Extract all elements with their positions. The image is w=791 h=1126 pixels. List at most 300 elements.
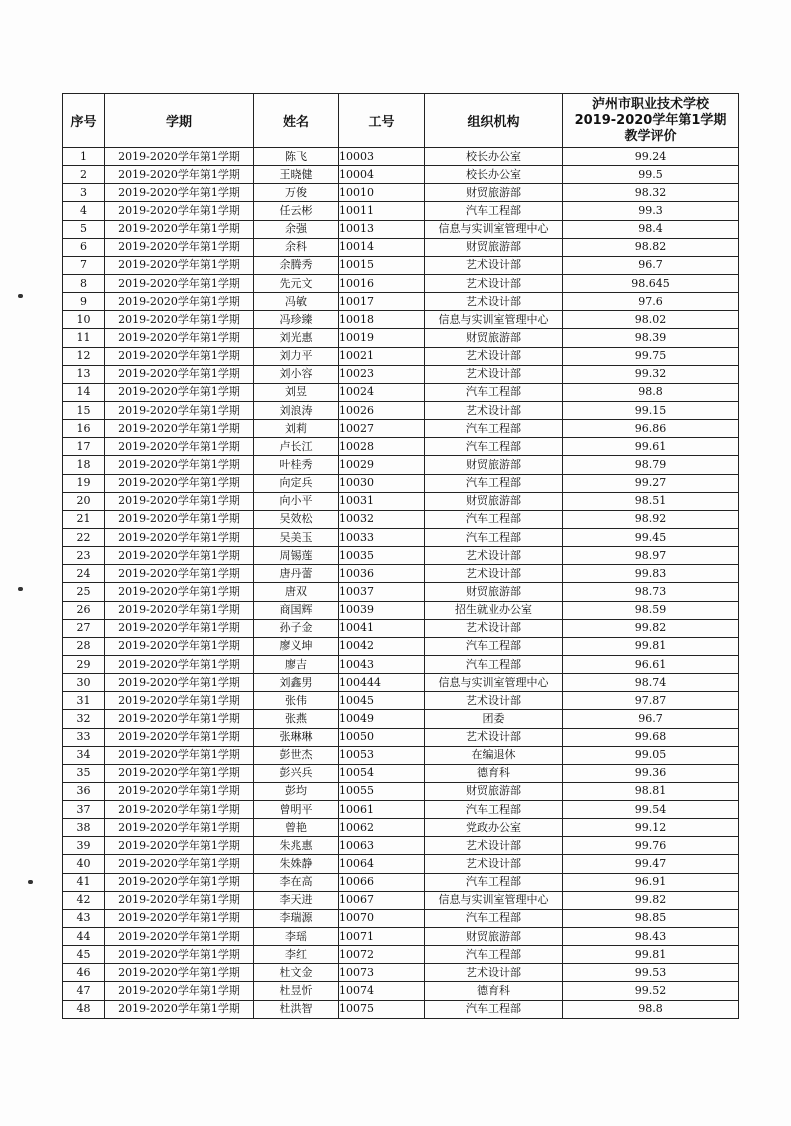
row-organization: 汽车工程部	[425, 202, 563, 220]
row-name: 向定兵	[254, 474, 339, 492]
table-row	[63, 982, 739, 1000]
row-organization: 汽车工程部	[425, 946, 563, 964]
table-header-row	[63, 94, 739, 148]
row-name: 万俊	[254, 184, 339, 202]
row-name: 向小平	[254, 492, 339, 510]
row-staff-id: 10039	[339, 601, 425, 619]
row-organization: 艺术设计部	[425, 692, 563, 710]
row-term: 2019-2020学年第1学期	[105, 438, 254, 456]
row-staff-id: 10029	[339, 456, 425, 474]
row-organization: 招生就业办公室	[425, 601, 563, 619]
row-name: 任云彬	[254, 202, 339, 220]
row-staff-id: 10061	[339, 801, 425, 819]
table-row	[63, 383, 739, 401]
table-row	[63, 202, 739, 220]
row-staff-id: 10042	[339, 637, 425, 655]
header-score-line2: 2019-2020学年第1学期	[574, 112, 727, 128]
row-term: 2019-2020学年第1学期	[105, 565, 254, 583]
row-score: 99.47	[563, 855, 739, 873]
row-term: 2019-2020学年第1学期	[105, 946, 254, 964]
scan-speck	[18, 294, 23, 298]
row-score: 98.85	[563, 909, 739, 927]
row-staff-id: 10018	[339, 311, 425, 329]
row-score: 96.86	[563, 420, 739, 438]
row-staff-id: 10019	[339, 329, 425, 347]
row-number: 48	[63, 1000, 105, 1018]
row-score: 98.73	[563, 583, 739, 601]
row-name: 张伟	[254, 692, 339, 710]
row-name: 彭世杰	[254, 746, 339, 764]
row-score: 98.79	[563, 456, 739, 474]
row-score: 98.82	[563, 238, 739, 256]
table-row	[63, 637, 739, 655]
row-staff-id: 10055	[339, 782, 425, 800]
row-staff-id: 10011	[339, 202, 425, 220]
row-name: 李瑞源	[254, 909, 339, 927]
row-score: 99.61	[563, 438, 739, 456]
row-number: 39	[63, 837, 105, 855]
row-name: 杜昱忻	[254, 982, 339, 1000]
row-score: 98.645	[563, 274, 739, 292]
row-number: 19	[63, 474, 105, 492]
row-organization: 艺术设计部	[425, 837, 563, 855]
table-row	[63, 583, 739, 601]
row-score: 96.91	[563, 873, 739, 891]
table-row	[63, 601, 739, 619]
row-organization: 财贸旅游部	[425, 492, 563, 510]
row-score: 99.45	[563, 528, 739, 546]
row-score: 99.27	[563, 474, 739, 492]
row-term: 2019-2020学年第1学期	[105, 928, 254, 946]
row-name: 李红	[254, 946, 339, 964]
row-number: 45	[63, 946, 105, 964]
row-term: 2019-2020学年第1学期	[105, 365, 254, 383]
row-number: 43	[63, 909, 105, 927]
row-name: 张琳琳	[254, 728, 339, 746]
row-name: 曾明平	[254, 801, 339, 819]
row-staff-id: 10031	[339, 492, 425, 510]
row-organization: 信息与实训室管理中心	[425, 674, 563, 692]
row-score: 97.87	[563, 692, 739, 710]
row-score: 99.5	[563, 166, 739, 184]
table-row	[63, 148, 739, 166]
row-staff-id: 10066	[339, 873, 425, 891]
row-score: 98.02	[563, 311, 739, 329]
row-name: 王晓健	[254, 166, 339, 184]
header-score	[563, 94, 739, 148]
row-name: 吴效松	[254, 510, 339, 528]
row-staff-id: 10036	[339, 565, 425, 583]
row-organization: 财贸旅游部	[425, 184, 563, 202]
table-row	[63, 166, 739, 184]
row-staff-id: 10037	[339, 583, 425, 601]
table-row	[63, 746, 739, 764]
row-staff-id: 10010	[339, 184, 425, 202]
row-name: 刘鑫男	[254, 674, 339, 692]
header-no: 序号	[63, 94, 105, 148]
row-score: 98.8	[563, 383, 739, 401]
row-organization: 艺术设计部	[425, 347, 563, 365]
row-organization: 汽车工程部	[425, 420, 563, 438]
row-term: 2019-2020学年第1学期	[105, 801, 254, 819]
row-term: 2019-2020学年第1学期	[105, 401, 254, 419]
row-term: 2019-2020学年第1学期	[105, 710, 254, 728]
row-number: 9	[63, 293, 105, 311]
row-organization: 汽车工程部	[425, 474, 563, 492]
row-score: 99.81	[563, 946, 739, 964]
row-staff-id: 10027	[339, 420, 425, 438]
row-term: 2019-2020学年第1学期	[105, 837, 254, 855]
row-name: 李瑶	[254, 928, 339, 946]
row-name: 唐丹蕾	[254, 565, 339, 583]
row-score: 99.52	[563, 982, 739, 1000]
table-row	[63, 456, 739, 474]
row-number: 33	[63, 728, 105, 746]
header-name: 姓名	[254, 94, 339, 148]
row-name: 李在高	[254, 873, 339, 891]
row-staff-id: 10043	[339, 655, 425, 673]
row-score: 99.54	[563, 801, 739, 819]
row-term: 2019-2020学年第1学期	[105, 982, 254, 1000]
row-term: 2019-2020学年第1学期	[105, 637, 254, 655]
row-organization: 财贸旅游部	[425, 928, 563, 946]
row-name: 彭均	[254, 782, 339, 800]
table-row	[63, 619, 739, 637]
row-staff-id: 10033	[339, 528, 425, 546]
row-staff-id: 10015	[339, 256, 425, 274]
table-row	[63, 801, 739, 819]
row-name: 余科	[254, 238, 339, 256]
table-row	[63, 474, 739, 492]
row-staff-id: 10023	[339, 365, 425, 383]
row-organization: 艺术设计部	[425, 565, 563, 583]
row-organization: 艺术设计部	[425, 256, 563, 274]
row-term: 2019-2020学年第1学期	[105, 655, 254, 673]
row-term: 2019-2020学年第1学期	[105, 456, 254, 474]
table-row	[63, 764, 739, 782]
row-score: 99.81	[563, 637, 739, 655]
row-staff-id: 10014	[339, 238, 425, 256]
row-term: 2019-2020学年第1学期	[105, 674, 254, 692]
row-score: 98.92	[563, 510, 739, 528]
row-name: 商国辉	[254, 601, 339, 619]
row-staff-id: 10053	[339, 746, 425, 764]
row-score: 99.05	[563, 746, 739, 764]
row-number: 21	[63, 510, 105, 528]
row-term: 2019-2020学年第1学期	[105, 383, 254, 401]
row-term: 2019-2020学年第1学期	[105, 528, 254, 546]
row-number: 46	[63, 964, 105, 982]
row-organization: 汽车工程部	[425, 528, 563, 546]
row-organization: 艺术设计部	[425, 728, 563, 746]
header-org: 组织机构	[425, 94, 563, 148]
scan-speck	[28, 880, 33, 884]
row-organization: 汽车工程部	[425, 637, 563, 655]
row-number: 14	[63, 383, 105, 401]
row-organization: 德育科	[425, 982, 563, 1000]
row-number: 36	[63, 782, 105, 800]
row-term: 2019-2020学年第1学期	[105, 819, 254, 837]
row-staff-id: 10073	[339, 964, 425, 982]
row-name: 彭兴兵	[254, 764, 339, 782]
row-staff-id: 10045	[339, 692, 425, 710]
row-score: 99.83	[563, 565, 739, 583]
table-row	[63, 510, 739, 528]
row-name: 冯敏	[254, 293, 339, 311]
row-term: 2019-2020学年第1学期	[105, 420, 254, 438]
row-term: 2019-2020学年第1学期	[105, 184, 254, 202]
table-row	[63, 293, 739, 311]
row-name: 朱姝静	[254, 855, 339, 873]
row-organization: 团委	[425, 710, 563, 728]
row-staff-id: 10067	[339, 891, 425, 909]
row-organization: 艺术设计部	[425, 401, 563, 419]
row-term: 2019-2020学年第1学期	[105, 220, 254, 238]
row-number: 26	[63, 601, 105, 619]
row-number: 47	[63, 982, 105, 1000]
row-staff-id: 10024	[339, 383, 425, 401]
row-term: 2019-2020学年第1学期	[105, 510, 254, 528]
row-term: 2019-2020学年第1学期	[105, 855, 254, 873]
row-number: 31	[63, 692, 105, 710]
row-organization: 汽车工程部	[425, 383, 563, 401]
row-organization: 财贸旅游部	[425, 782, 563, 800]
row-number: 44	[63, 928, 105, 946]
row-staff-id: 100444	[339, 674, 425, 692]
row-term: 2019-2020学年第1学期	[105, 909, 254, 927]
row-name: 冯珍臻	[254, 311, 339, 329]
row-term: 2019-2020学年第1学期	[105, 728, 254, 746]
row-name: 唐双	[254, 583, 339, 601]
row-staff-id: 10016	[339, 274, 425, 292]
row-organization: 艺术设计部	[425, 365, 563, 383]
row-organization: 汽车工程部	[425, 801, 563, 819]
row-organization: 汽车工程部	[425, 510, 563, 528]
row-score: 98.51	[563, 492, 739, 510]
row-number: 40	[63, 855, 105, 873]
row-term: 2019-2020学年第1学期	[105, 782, 254, 800]
row-score: 99.15	[563, 401, 739, 419]
table-row	[63, 547, 739, 565]
row-number: 10	[63, 311, 105, 329]
row-number: 27	[63, 619, 105, 637]
row-organization: 校长办公室	[425, 148, 563, 166]
row-number: 28	[63, 637, 105, 655]
row-organization: 财贸旅游部	[425, 456, 563, 474]
row-number: 32	[63, 710, 105, 728]
row-score: 99.53	[563, 964, 739, 982]
row-score: 98.97	[563, 547, 739, 565]
row-staff-id: 10003	[339, 148, 425, 166]
row-number: 3	[63, 184, 105, 202]
row-organization: 德育科	[425, 764, 563, 782]
row-score: 98.59	[563, 601, 739, 619]
row-organization: 艺术设计部	[425, 855, 563, 873]
row-term: 2019-2020学年第1学期	[105, 274, 254, 292]
table-row	[63, 655, 739, 673]
row-staff-id: 10017	[339, 293, 425, 311]
row-staff-id: 10035	[339, 547, 425, 565]
row-term: 2019-2020学年第1学期	[105, 166, 254, 184]
row-number: 20	[63, 492, 105, 510]
row-staff-id: 10032	[339, 510, 425, 528]
header-score-line1: 泸州市职业技术学校	[591, 96, 709, 112]
row-number: 24	[63, 565, 105, 583]
table-row	[63, 928, 739, 946]
row-staff-id: 10028	[339, 438, 425, 456]
row-name: 张燕	[254, 710, 339, 728]
row-staff-id: 10070	[339, 909, 425, 927]
table-row	[63, 692, 739, 710]
row-organization: 艺术设计部	[425, 293, 563, 311]
table-row	[63, 710, 739, 728]
row-score: 98.8	[563, 1000, 739, 1018]
row-number: 42	[63, 891, 105, 909]
table-row	[63, 909, 739, 927]
row-number: 37	[63, 801, 105, 819]
row-term: 2019-2020学年第1学期	[105, 746, 254, 764]
row-name: 孙子金	[254, 619, 339, 637]
table-row	[63, 347, 739, 365]
row-score: 99.12	[563, 819, 739, 837]
row-organization: 校长办公室	[425, 166, 563, 184]
row-organization: 财贸旅游部	[425, 238, 563, 256]
row-name: 刘光惠	[254, 329, 339, 347]
row-organization: 信息与实训室管理中心	[425, 220, 563, 238]
row-term: 2019-2020学年第1学期	[105, 873, 254, 891]
table-row	[63, 674, 739, 692]
table-row	[63, 184, 739, 202]
row-name: 杜文金	[254, 964, 339, 982]
row-number: 15	[63, 401, 105, 419]
row-staff-id: 10026	[339, 401, 425, 419]
row-organization: 在编退休	[425, 746, 563, 764]
row-number: 16	[63, 420, 105, 438]
row-number: 41	[63, 873, 105, 891]
row-organization: 艺术设计部	[425, 964, 563, 982]
row-staff-id: 10071	[339, 928, 425, 946]
row-organization: 汽车工程部	[425, 909, 563, 927]
row-number: 38	[63, 819, 105, 837]
row-score: 99.82	[563, 891, 739, 909]
table-row	[63, 420, 739, 438]
row-name: 廖义坤	[254, 637, 339, 655]
table-row	[63, 837, 739, 855]
row-number: 5	[63, 220, 105, 238]
table-row	[63, 819, 739, 837]
header-id: 工号	[339, 94, 425, 148]
row-term: 2019-2020学年第1学期	[105, 202, 254, 220]
table-row	[63, 438, 739, 456]
row-staff-id: 10030	[339, 474, 425, 492]
row-term: 2019-2020学年第1学期	[105, 764, 254, 782]
row-number: 7	[63, 256, 105, 274]
row-score: 98.43	[563, 928, 739, 946]
table-row	[63, 365, 739, 383]
row-name: 刘莉	[254, 420, 339, 438]
row-number: 13	[63, 365, 105, 383]
row-term: 2019-2020学年第1学期	[105, 692, 254, 710]
row-organization: 信息与实训室管理中心	[425, 891, 563, 909]
row-staff-id: 10074	[339, 982, 425, 1000]
row-staff-id: 10004	[339, 166, 425, 184]
row-number: 6	[63, 238, 105, 256]
row-organization: 财贸旅游部	[425, 329, 563, 347]
row-organization: 汽车工程部	[425, 655, 563, 673]
table-row	[63, 528, 739, 546]
row-term: 2019-2020学年第1学期	[105, 547, 254, 565]
table-row	[63, 401, 739, 419]
row-number: 11	[63, 329, 105, 347]
header-term: 学期	[105, 94, 254, 148]
row-organization: 艺术设计部	[425, 619, 563, 637]
row-score: 99.3	[563, 202, 739, 220]
row-name: 周锡莲	[254, 547, 339, 565]
row-score: 98.39	[563, 329, 739, 347]
table-row	[63, 311, 739, 329]
row-number: 12	[63, 347, 105, 365]
row-term: 2019-2020学年第1学期	[105, 311, 254, 329]
row-name: 刘昱	[254, 383, 339, 401]
table-row	[63, 964, 739, 982]
row-number: 35	[63, 764, 105, 782]
row-staff-id: 10072	[339, 946, 425, 964]
row-organization: 汽车工程部	[425, 1000, 563, 1018]
row-score: 99.75	[563, 347, 739, 365]
table-row	[63, 329, 739, 347]
row-organization: 艺术设计部	[425, 274, 563, 292]
table-row	[63, 238, 739, 256]
row-name: 卢长江	[254, 438, 339, 456]
row-score: 97.6	[563, 293, 739, 311]
row-number: 8	[63, 274, 105, 292]
row-name: 余强	[254, 220, 339, 238]
row-term: 2019-2020学年第1学期	[105, 891, 254, 909]
row-number: 1	[63, 148, 105, 166]
row-name: 刘力平	[254, 347, 339, 365]
row-staff-id: 10041	[339, 619, 425, 637]
table-row	[63, 220, 739, 238]
row-organization: 信息与实训室管理中心	[425, 311, 563, 329]
row-term: 2019-2020学年第1学期	[105, 347, 254, 365]
table-row	[63, 565, 739, 583]
row-staff-id: 10021	[339, 347, 425, 365]
row-staff-id: 10013	[339, 220, 425, 238]
row-score: 99.76	[563, 837, 739, 855]
row-term: 2019-2020学年第1学期	[105, 256, 254, 274]
row-name: 刘浪涛	[254, 401, 339, 419]
row-staff-id: 10062	[339, 819, 425, 837]
row-organization: 财贸旅游部	[425, 583, 563, 601]
row-name: 廖吉	[254, 655, 339, 673]
row-score: 96.7	[563, 256, 739, 274]
row-score: 98.81	[563, 782, 739, 800]
row-term: 2019-2020学年第1学期	[105, 474, 254, 492]
table-row	[63, 256, 739, 274]
row-term: 2019-2020学年第1学期	[105, 964, 254, 982]
evaluation-table	[62, 93, 739, 1019]
table-row	[63, 782, 739, 800]
row-staff-id: 10050	[339, 728, 425, 746]
row-staff-id: 10075	[339, 1000, 425, 1018]
table-row	[63, 728, 739, 746]
row-term: 2019-2020学年第1学期	[105, 583, 254, 601]
row-name: 叶桂秀	[254, 456, 339, 474]
table-row	[63, 1000, 739, 1018]
table-row	[63, 873, 739, 891]
row-number: 17	[63, 438, 105, 456]
row-score: 99.24	[563, 148, 739, 166]
